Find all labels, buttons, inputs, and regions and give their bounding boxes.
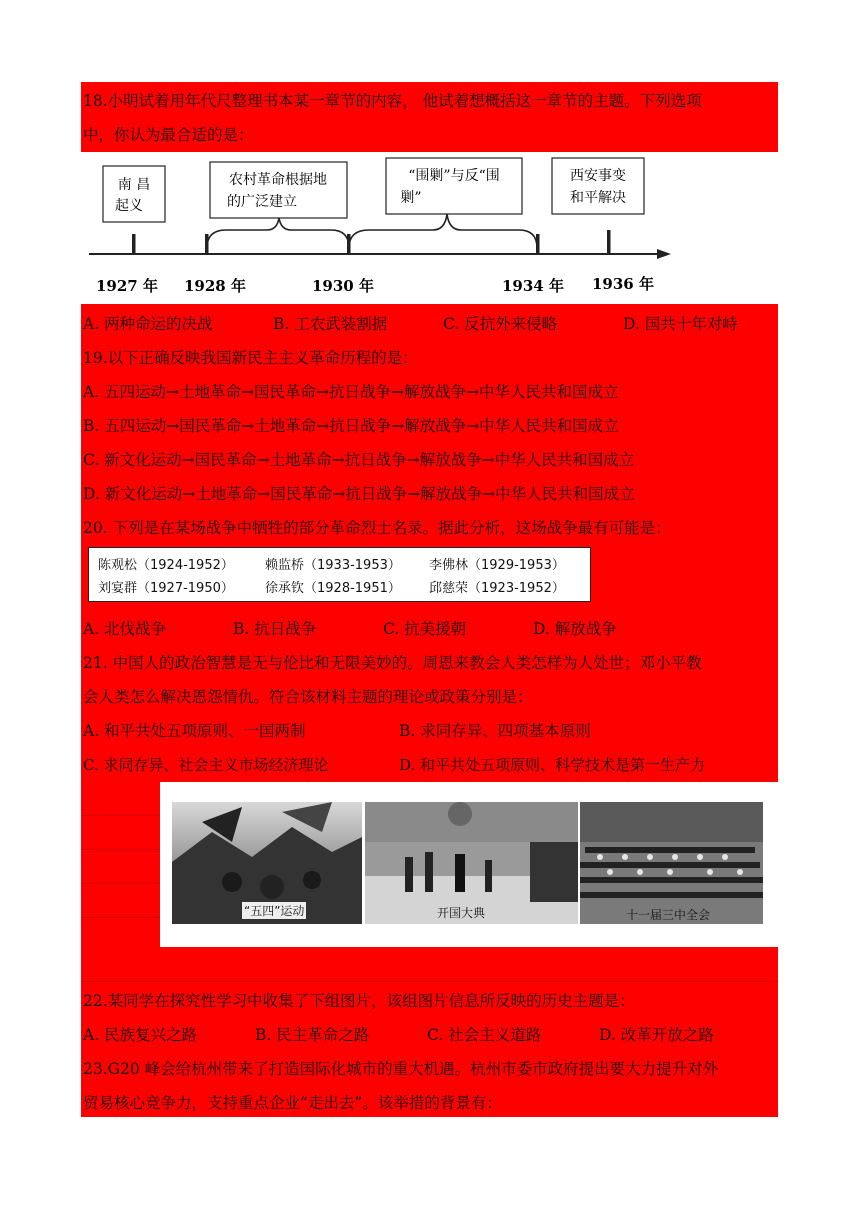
q22-option-c[interactable]: C. 社会主义道路 <box>427 1026 542 1044</box>
photo-caption-may-fourth: “五四”运动 <box>244 904 305 918</box>
photo-caption-founding-ceremony: 开国大典 <box>437 906 486 920</box>
box-base-line1: 农村革命根据地 <box>229 172 327 188</box>
q23-stem-line1: 23.G20 峰会给杭州带来了打造国际化城市的重大机遇。杭州市委市政府提出要大力提升对外 <box>83 1060 719 1078</box>
q20-option-a[interactable]: A. 北伐战争 <box>83 620 167 638</box>
rule <box>81 981 778 982</box>
martyr-6: 邱慈荣（1923-1952） <box>429 581 565 596</box>
q19-option-b[interactable]: B. 五四运动→国民革命→土地革命→抗日战争→解放战争→中华人民共和国成立 <box>83 417 619 435</box>
q21-options-ab <box>83 714 778 748</box>
tick-1936 <box>607 230 611 254</box>
q21-option-d[interactable]: D. 和平共处五项原则、科学技术是第一生产力 <box>399 756 706 774</box>
martyr-2: 赖监桥（1933-1953） <box>265 558 401 573</box>
year-label-1927: 1927 年 <box>96 277 158 295</box>
q18-option-c[interactable]: C. 反抗外来侵略 <box>443 315 558 333</box>
q21-options-cd <box>83 748 778 782</box>
q19-stem: 19.以下正确反映我国新民主主义革命历程的是： <box>83 349 418 367</box>
photo-strip <box>160 782 778 947</box>
box-siege-line2: 剿” <box>400 190 422 206</box>
highlight-band-photos-left <box>81 782 160 947</box>
martyr-3: 李佛林（1929-1953） <box>429 558 565 573</box>
q22-stem: 22.某同学在探究性学习中收集了下组图片，该组图片信息所反映的历史主题是： <box>83 992 635 1010</box>
q19-option-d[interactable]: D. 新文化运动→土地革命→国民革命→抗日战争→解放战争→中华人民共和国成立 <box>83 485 635 503</box>
box-base-line2: 的广泛建立 <box>227 194 297 210</box>
q20-option-b[interactable]: B. 抗日战争 <box>233 620 317 638</box>
q18-option-a[interactable]: A. 两种命运的决战 <box>83 315 213 333</box>
q22-options <box>83 1018 778 1052</box>
year-label-1936: 1936 年 <box>592 275 654 293</box>
tick-1934 <box>536 234 540 254</box>
martyr-5: 徐承钦（1928-1951） <box>265 581 401 596</box>
q21-option-c[interactable]: C. 求同存异、社会主义市场经济理论 <box>83 756 329 774</box>
year-label-1930: 1930 年 <box>312 277 374 295</box>
q23-stem-line2: 贸易核心竞争力，支持重点企业“走出去”。该举措的背景有： <box>83 1094 502 1112</box>
q18-stem-line2: 中，你认为最合适的是： <box>83 126 254 144</box>
tick-1930 <box>347 234 351 254</box>
q20-option-d[interactable]: D. 解放战争 <box>533 620 617 638</box>
q19-option-c[interactable]: C. 新文化运动→国民革命→土地革命→抗日战争→解放战争→中华人民共和国成立 <box>83 451 635 469</box>
tick-1927 <box>132 234 136 254</box>
q18-option-d[interactable]: D. 国共十年对峙 <box>623 315 738 333</box>
box-nanchang-line2: 起义 <box>115 198 143 214</box>
box-siege-line1: “围剿”与反“围 <box>408 168 500 184</box>
q22-option-b[interactable]: B. 民主革命之路 <box>255 1026 370 1044</box>
q18-option-b[interactable]: B. 工农武装割据 <box>273 315 388 333</box>
martyr-list <box>88 547 591 602</box>
q20-stem: 20. 下列是在某场战争中牺牲的部分革命烈士名录。据此分析，这场战争最有可能是： <box>83 519 671 537</box>
year-label-1934: 1934 年 <box>502 277 564 295</box>
q19-option-a[interactable]: A. 五四运动→土地革命→国民革命→抗日战争→解放战争→中华人民共和国成立 <box>83 383 619 401</box>
q20-option-c[interactable]: C. 抗美援朝 <box>383 620 467 638</box>
q22-option-d[interactable]: D. 改革开放之路 <box>599 1026 714 1044</box>
q22-option-a[interactable]: A. 民族复兴之路 <box>83 1026 198 1044</box>
q21-stem-line2: 会人类怎么解决恩怨情仇。符合该材料主题的理论或政策分别是： <box>83 688 533 706</box>
timeline-figure <box>81 152 679 304</box>
timeline-svg <box>81 152 679 304</box>
q18-options <box>83 307 778 341</box>
brace-1928-1930 <box>207 218 349 248</box>
q21-option-a[interactable]: A. 和平共处五项原则、一国两制 <box>83 722 306 740</box>
tick-1928 <box>205 234 209 254</box>
box-xian-line1: 西安事变 <box>570 168 626 184</box>
martyr-1: 陈观松（1924-1952） <box>98 558 234 573</box>
photo-caption-third-plenum: 十一届三中全会 <box>626 908 711 922</box>
q21-option-b[interactable]: B. 求同存异、四项基本原则 <box>399 722 591 740</box>
q20-options <box>83 612 778 646</box>
year-label-1928: 1928 年 <box>184 277 246 295</box>
q21-stem-line1: 21. 中国人的政治智慧是无与伦比和无限美妙的。周恩来教会人类怎样为人处世；邓小平教 <box>83 654 702 672</box>
martyr-4: 刘宴群（1927-1950） <box>98 581 234 596</box>
timeline-arrow <box>657 249 671 259</box>
brace-1930-1934 <box>349 214 537 248</box>
box-nanchang-line1: 南 昌 <box>117 177 151 193</box>
box-xian-line2: 和平解决 <box>570 190 626 206</box>
q18-stem-line1: 18.小明试着用年代尺整理书本某一章节的内容， 他试着想概括这一章节的主题。下列选项 <box>83 92 702 110</box>
